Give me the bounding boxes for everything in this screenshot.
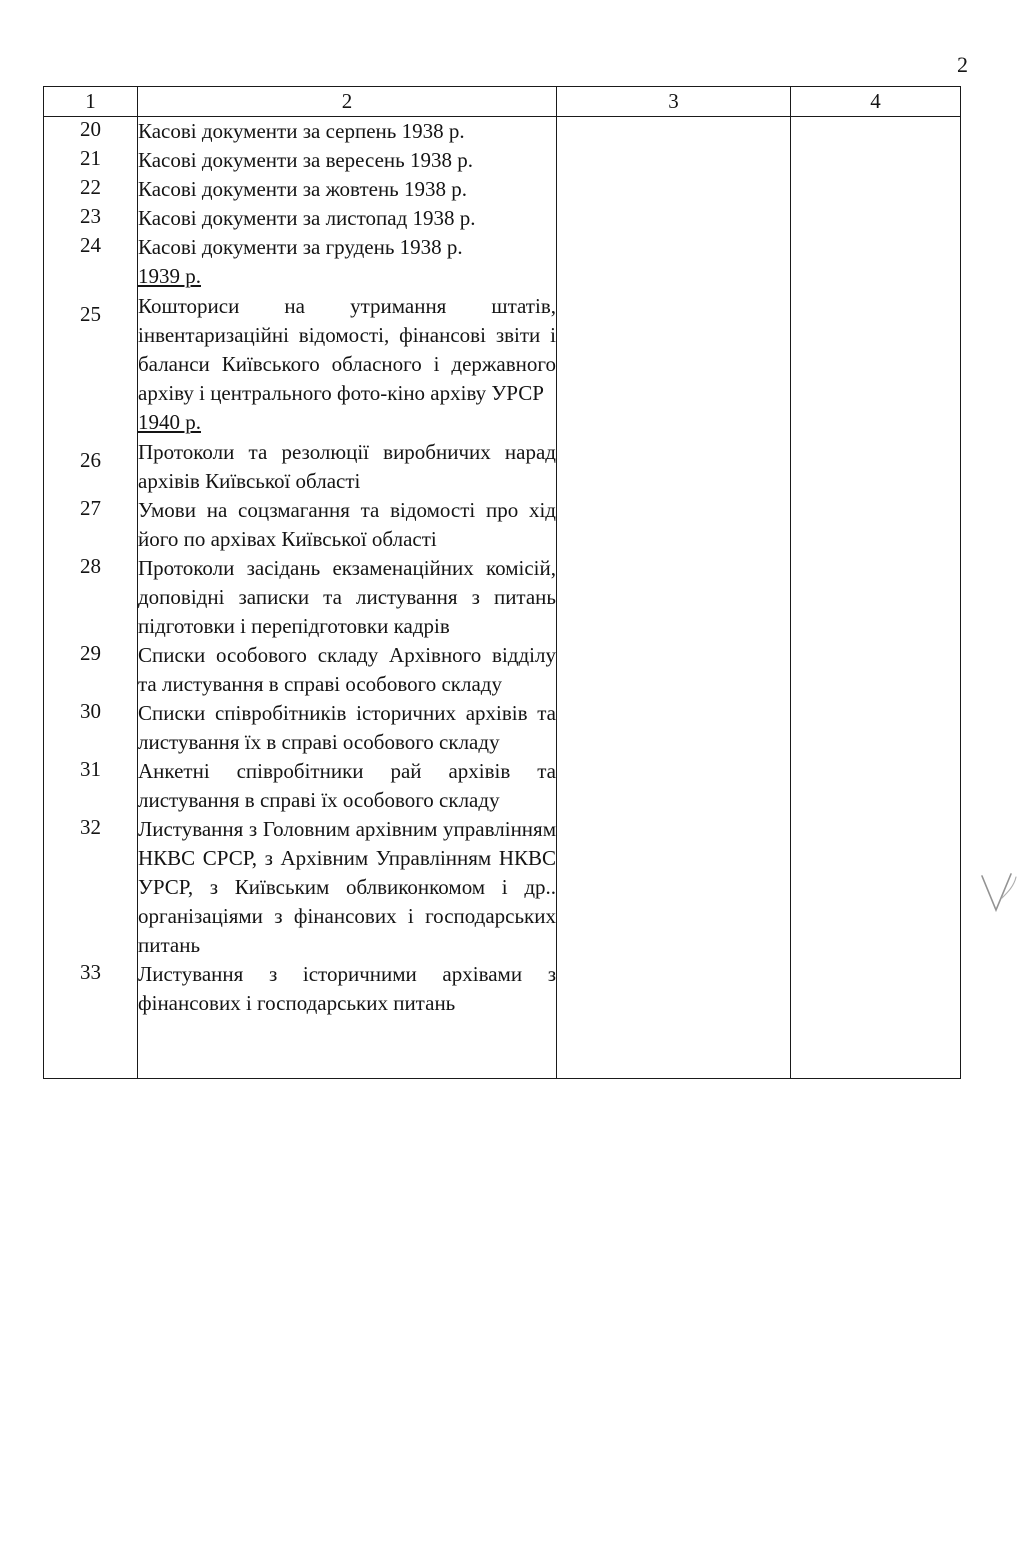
table-row	[44, 204, 961, 233]
row-number-cell: 23	[44, 204, 138, 233]
row-number-cell: 28	[44, 554, 138, 641]
row-description-text: Анкетні співробітники рай архівів та листування в справі їх особового складу	[138, 759, 556, 812]
row-col3-cell	[557, 408, 791, 496]
column-header-2: 2	[138, 87, 557, 117]
row-col4-cell	[791, 175, 961, 204]
row-col3-cell	[557, 554, 791, 641]
row-number-cell: 29	[44, 641, 138, 699]
table-row	[44, 757, 961, 815]
row-description-cell	[138, 408, 557, 496]
table-row	[44, 117, 961, 147]
page-number: 2	[957, 52, 968, 77]
row-col4-cell	[791, 641, 961, 699]
row-description-cell	[138, 641, 557, 699]
row-col4-cell	[791, 117, 961, 147]
table-header-row	[44, 87, 961, 117]
table-row	[44, 960, 961, 1018]
row-col3-cell	[557, 175, 791, 204]
table-row	[44, 262, 961, 408]
row-description-cell	[138, 117, 557, 147]
row-description-text: Листування з Головним архівним управлінням НКВС СРСР, з Архівним Управлінням НКВС УРСР, з Київським облвиконкомом і др.. організаціями з фінансових і господарських питань	[138, 817, 556, 957]
row-col3-cell	[557, 699, 791, 757]
row-col4-cell	[791, 554, 961, 641]
row-description-cell	[138, 554, 557, 641]
table-row	[44, 699, 961, 757]
row-col3-cell	[557, 815, 791, 960]
row-col4-cell	[791, 262, 961, 408]
row-description-cell	[138, 960, 557, 1018]
row-description-cell	[138, 204, 557, 233]
row-col3-cell	[557, 233, 791, 262]
table-row	[44, 496, 961, 554]
row-description-text: Кошториси на утримання штатів, інвентаризаційні відомості, фінансові звіти і баланси Київського обласного і державного архіву і центрального фото-кіно архіву УРСР	[138, 294, 556, 405]
row-col4-cell	[791, 408, 961, 496]
table-filler-cell	[557, 1018, 791, 1079]
row-number-cell: 33	[44, 960, 138, 1018]
row-description-cell	[138, 699, 557, 757]
row-number-cell: 30	[44, 699, 138, 757]
row-col3-cell	[557, 757, 791, 815]
row-col4-cell	[791, 815, 961, 960]
row-number-cell: 22	[44, 175, 138, 204]
year-heading: 1939 р.	[138, 264, 201, 288]
column-header-3: 3	[557, 87, 791, 117]
row-col3-cell	[557, 641, 791, 699]
inventory-table	[43, 86, 961, 1079]
row-col4-cell	[791, 960, 961, 1018]
row-col3-cell	[557, 262, 791, 408]
row-number-cell: 32	[44, 815, 138, 960]
row-description-text: Списки співробітників історичних архівів та листування їх в справі особового складу	[138, 701, 556, 754]
column-header-4: 4	[791, 87, 961, 117]
row-description-text: Касові документи за грудень 1938 р.	[138, 235, 463, 259]
row-number-cell: 24	[44, 233, 138, 262]
row-description-cell	[138, 233, 557, 262]
table-row	[44, 641, 961, 699]
table-header	[44, 87, 961, 117]
row-description-text: Умови на соцзмагання та відомості про хід його по архівах Київської області	[138, 498, 556, 551]
row-description-cell	[138, 262, 557, 408]
row-col3-cell	[557, 204, 791, 233]
row-number-cell: 25	[44, 262, 138, 408]
table-row	[44, 554, 961, 641]
table-filler-cell	[791, 1018, 961, 1079]
row-description-text: Протоколи засідань екзаменаційних комісій, доповідні записки та листування з питань підготовки і перепідготовки кадрів	[138, 556, 556, 638]
table-row	[44, 233, 961, 262]
table-row	[44, 146, 961, 175]
row-col4-cell	[791, 233, 961, 262]
row-col4-cell	[791, 757, 961, 815]
table-row	[44, 175, 961, 204]
row-col4-cell	[791, 496, 961, 554]
row-col3-cell	[557, 960, 791, 1018]
row-number-cell: 20	[44, 117, 138, 147]
row-description-text: Списки особового складу Архівного відділу та листування в справі особового складу	[138, 643, 556, 696]
row-col3-cell	[557, 117, 791, 147]
table-row	[44, 408, 961, 496]
table-body	[44, 117, 961, 1079]
table-filler-cell	[138, 1018, 557, 1079]
table-row	[44, 815, 961, 960]
row-description-text: Касові документи за листопад 1938 р.	[138, 206, 476, 230]
row-description-text: Протоколи та резолюції виробничих нарад архівів Київської області	[138, 440, 556, 493]
row-number-cell: 21	[44, 146, 138, 175]
row-number-cell: 27	[44, 496, 138, 554]
row-description-cell	[138, 175, 557, 204]
row-description-cell	[138, 496, 557, 554]
row-description-cell	[138, 815, 557, 960]
row-col3-cell	[557, 496, 791, 554]
table-filler-row	[44, 1018, 961, 1079]
table-filler-cell	[44, 1018, 138, 1079]
row-col4-cell	[791, 699, 961, 757]
year-heading: 1940 р.	[138, 410, 201, 434]
handwritten-check-mark-icon	[978, 868, 1020, 920]
column-header-1: 1	[44, 87, 138, 117]
row-description-cell	[138, 757, 557, 815]
row-description-text: Касові документи за жовтень 1938 р.	[138, 177, 468, 201]
row-col4-cell	[791, 146, 961, 175]
row-number-cell: 26	[44, 408, 138, 496]
row-col4-cell	[791, 204, 961, 233]
row-number-cell: 31	[44, 757, 138, 815]
row-col3-cell	[557, 146, 791, 175]
row-description-text: Касові документи за вересень 1938 р.	[138, 148, 473, 172]
row-description-text: Касові документи за серпень 1938 р.	[138, 119, 465, 143]
row-description-text: Листування з історичними архівами з фінансових і господарських питань	[138, 962, 556, 1015]
row-description-cell	[138, 146, 557, 175]
